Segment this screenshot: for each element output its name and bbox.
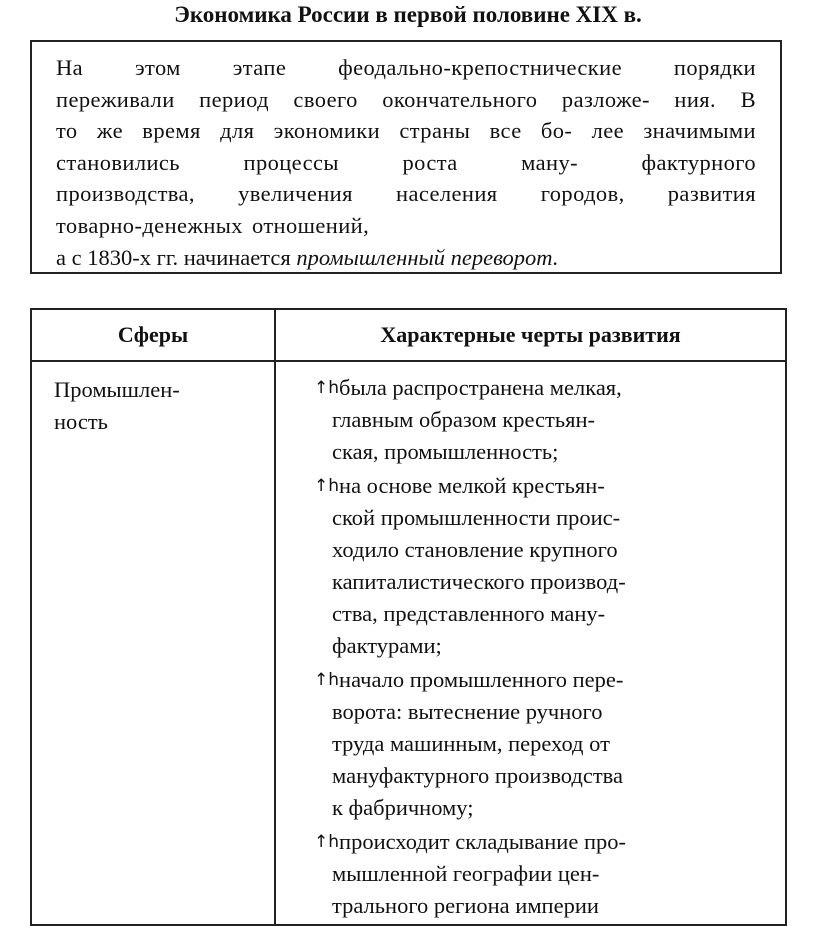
- trait-line: ской промышленности проис-: [332, 505, 621, 530]
- trait-marker: ↑h: [314, 476, 340, 496]
- trait-line: ↑hна основе мелкой крестьян-: [314, 473, 605, 498]
- trait-line: ворота: вытеснение ручного: [332, 699, 603, 724]
- sphere-line: ность: [54, 409, 108, 434]
- trait-line: труда машинным, переход от: [332, 731, 610, 756]
- trait-item: [314, 664, 777, 824]
- header-spheres: Сферы: [31, 309, 275, 361]
- trait-line: к фабричному;: [332, 795, 474, 820]
- sphere-line: Промышлен-: [54, 377, 180, 402]
- header-traits: Характерные черты развития: [275, 309, 786, 361]
- intro-line: товарно-денежных отношений,: [56, 212, 370, 238]
- trait-line: ская, промышленность;: [332, 439, 559, 464]
- trait-marker: ↑h: [314, 378, 340, 398]
- trait-marker: ↑h: [314, 670, 340, 690]
- trait-item: [314, 372, 777, 468]
- traits-cell: [275, 361, 786, 925]
- intro-line: переживали период своего окончательного разложе- ния. В: [56, 86, 756, 112]
- trait-line: капиталистического производ-: [332, 569, 626, 594]
- trait-line: мышленной географии цен-: [332, 861, 600, 886]
- sphere-cell: [31, 361, 275, 925]
- intro-box: [30, 40, 782, 274]
- trait-line: ходило становление крупного: [332, 537, 618, 562]
- document-title: Экономика России в первой половине XIX в.: [174, 2, 642, 27]
- intro-paragraph: [56, 52, 756, 242]
- trait-line: ства, представленного ману-: [332, 601, 606, 626]
- intro-tail: [56, 242, 756, 274]
- intro-line: производства, увеличения населения городов, развития: [56, 181, 756, 207]
- table-row: [31, 361, 786, 925]
- intro-line: становились процессы роста ману- фактурного: [56, 149, 756, 175]
- traits-list: [314, 372, 777, 922]
- trait-line: фактурами;: [332, 633, 442, 658]
- trait-line: ↑hначало промышленного пере-: [314, 667, 624, 692]
- trait-line: мануфактурного производства: [332, 763, 623, 788]
- intro-tail-prefix: а с 1830-х гг. начинается: [56, 244, 291, 270]
- features-table: [30, 308, 787, 926]
- intro-line: На этом этапе феодально-крепостнические порядки: [56, 55, 756, 80]
- intro-line: то же время для экономики страны все бо- лее значимыми: [56, 118, 756, 144]
- table-header-row: [31, 309, 786, 361]
- trait-item: [314, 826, 777, 922]
- intro-tail-italic: промышленный переворот.: [296, 244, 559, 270]
- trait-line: главным образом крестьян-: [332, 407, 596, 432]
- trait-line: ↑hбыла распространена мелкая,: [314, 375, 622, 400]
- trait-item: [314, 470, 777, 662]
- trait-marker: ↑h: [314, 832, 340, 852]
- trait-line: трального региона империи: [332, 893, 599, 918]
- trait-line: ↑hпроисходит складывание про-: [314, 829, 626, 854]
